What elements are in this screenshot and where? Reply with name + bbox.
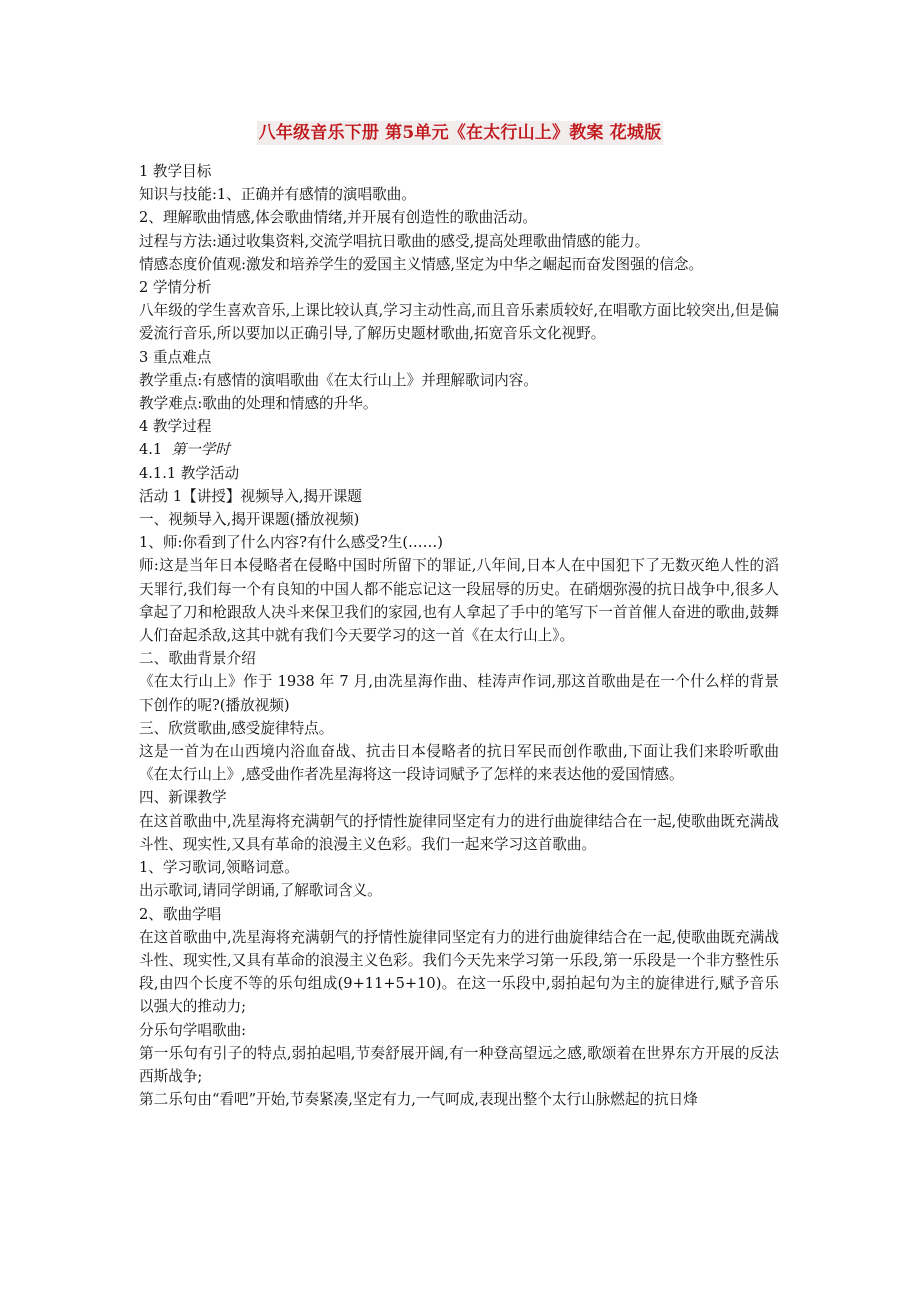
paragraph: 师:这是当年日本侵略者在侵略中国时所留下的罪证,八年间,日本人在中国犯下了无数灭绝人性的滔天罪行,我们每一个有良知的中国人都不能忘记这一段屈辱的历史。在硝烟弥漫的抗日战争中,很多人拿起了刀和枪跟敌人决斗来保卫我们的家园,也有人拿起了手中的笔写下一首首催人奋进的歌曲,鼓舞人们奋起杀敌,这其中就有我们今天要学习的这一首《在太行山上》。 <box>139 557 779 645</box>
subsection-title: 第一学时 <box>171 441 230 459</box>
paragraph: 2、歌曲学唱 <box>139 905 222 923</box>
paragraph: 出示歌词,请同学朗诵,了解歌词含义。 <box>139 882 382 900</box>
paragraph: 这是一首为在山西境内浴血奋战、抗击日本侵略者的抗日军民而创作歌曲,下面让我们来聆听歌曲《在太行山上》,感受曲作者冼星海将这一段诗词赋予了怎样的来表达他的爱国情感。 <box>139 743 779 784</box>
paragraph: 在这首歌曲中,冼星海将充满朝气的抒情性旋律同坚定有力的进行曲旋律结合在一起,使歌曲既充满战斗性、现实性,又具有革命的浪漫主义色彩。我们一起来学习这首歌曲。 <box>139 812 779 853</box>
paragraph: 1、学习歌词,领略词意。 <box>139 859 299 877</box>
paragraph: 《在太行山上》作于 1938 年 7 月,由冼星海作曲、桂涛声作词,那这首歌曲是在一个什么样的背景下创作的呢?(播放视频) <box>139 673 779 714</box>
subsection-heading <box>139 438 779 461</box>
paragraph: 八年级的学生喜欢音乐,上课比较认真,学习主动性高,而且音乐素质较好,在唱歌方面比较突出,但是偏爱流行音乐,所以要加以正确引导,了解历史题材歌曲,拓宽音乐文化视野。 <box>139 302 779 343</box>
paragraph: 第一乐句有引子的特点,弱拍起唱,节奏舒展开阔,有一种登高望远之感,歌颂着在世界东方开展的反法西斯战争; <box>139 1044 779 1085</box>
section-heading-key-points: 3 重点难点 <box>139 348 212 366</box>
paragraph: 一、视频导入,揭开课题(播放视频) <box>139 511 360 529</box>
paragraph: 2、理解歌曲情感,体会歌曲情绪,并开展有创造性的歌曲活动。 <box>139 209 538 227</box>
document-body <box>139 160 779 1111</box>
paragraph: 教学重点:有感情的演唱歌曲《在太行山上》并理解歌词内容。 <box>139 371 538 389</box>
subsection-number: 4.1 <box>139 441 163 459</box>
subsection-heading: 4.1.1 教学活动 <box>139 464 240 482</box>
document-title: 八年级音乐下册 第5单元《在太行山上》教案 花城版 <box>258 123 662 143</box>
paragraph: 教学难点:歌曲的处理和情感的升华。 <box>139 395 378 413</box>
paragraph: 在这首歌曲中,冼星海将充满朝气的抒情性旋律同坚定有力的进行曲旋律结合在一起,使歌曲既充满战斗性、现实性,又具有革命的浪漫主义色彩。我们今天先来学习第一乐段,第一乐段是一个非方整性乐段,由四个长度不等的乐句组成(9+11+5+10)。在这一乐段中,弱拍起句为主的旋律进行,赋予音乐以强大的推动力; <box>139 928 779 1016</box>
paragraph: 第二乐句由“看吧”开始,节奏紧凑,坚定有力,一气呵成,表现出整个太行山脉燃起的抗日烽 <box>139 1091 698 1109</box>
paragraph: 1、师:你看到了什么内容?有什么感受?生(……) <box>139 534 443 552</box>
paragraph: 三、欣赏歌曲,感受旋律特点。 <box>139 719 334 737</box>
section-heading-process: 4 教学过程 <box>139 418 212 436</box>
paragraph: 二、歌曲背景介绍 <box>139 650 256 668</box>
paragraph: 过程与方法:通过收集资料,交流学唱抗日歌曲的感受,提高处理歌曲情感的能力。 <box>139 232 650 250</box>
paragraph: 知识与技能:1、正确并有感情的演唱歌曲。 <box>139 186 416 204</box>
activity-heading: 活动 1【讲授】视频导入,揭开课题 <box>139 487 362 505</box>
paragraph: 分乐句学唱歌曲: <box>139 1021 247 1039</box>
paragraph: 情感态度价值观:激发和培养学生的爱国主义情感,坚定为中华之崛起而奋发图强的信念。 <box>139 255 704 273</box>
paragraph: 四、新课教学 <box>139 789 227 807</box>
section-heading-analysis: 2 学情分析 <box>139 279 212 297</box>
section-heading-objectives: 1 教学目标 <box>139 163 212 180</box>
title-container <box>0 121 920 145</box>
